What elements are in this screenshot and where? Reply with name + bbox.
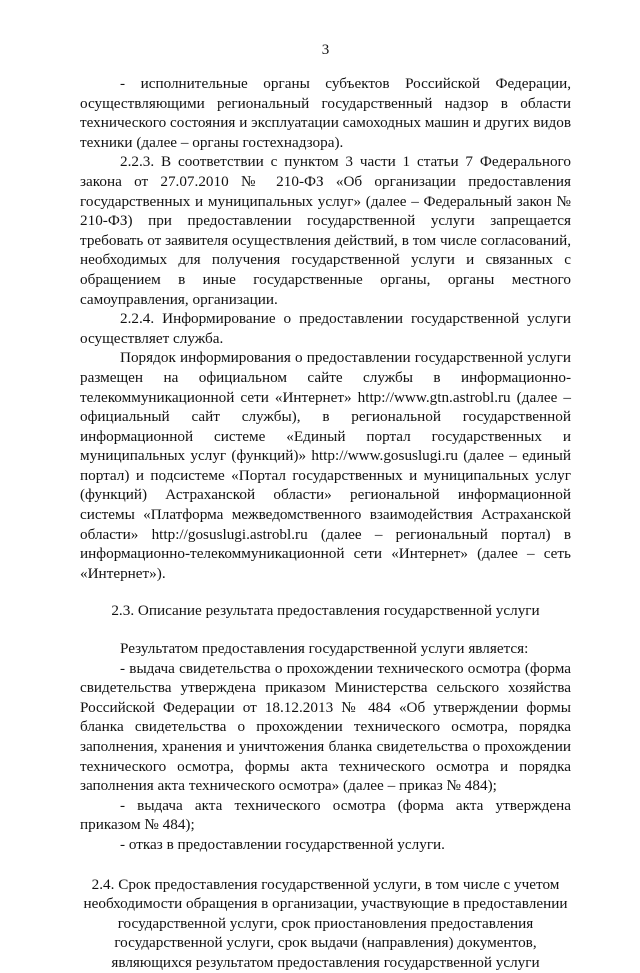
paragraph-supervision-bodies: - исполнительные органы субъектов Российской Федерации, осуществляющими региональный государственный надзор в области технического состояния и эксплуатации самоходных машин и других видов техники (далее – органы гостехнадзора). [80, 75, 571, 151]
paragraph-2-2-4: 2.2.4. Информирование о предоставлении государственной услуги осуществляет служба. [80, 310, 571, 347]
section-heading-2-3: 2.3. Описание результата предоставления государственной услуги [111, 602, 540, 620]
section-heading-2-4: 2.4. Срок предоставления государственной услуги, в том числе с учетом необходимости обращения в организации, участвующие в предоставлении государственной услуги, срок приостановления предоставления государственной услуги, срок выдачи (направления) документов, являющихся результатом предоставления государственной услуги [83, 875, 568, 971]
paragraph-result-act: - выдача акта технического осмотра (форма акта утверждена приказом № 484); [80, 796, 571, 834]
paragraph-2-2-3: 2.2.3. В соответствии с пунктом 3 части 1 статьи 7 Федерального закона от 27.07.2010 № 210-ФЗ «Об организации предоставления государственных и муниципальных услуг» (далее – Федеральный закон № 210-ФЗ) при предоставлении государственной услуги запрещается требовать от заявителя осуществления действий, в том числе согласований, необходимых для получения государственной услуги и связанных с обращением в иные государственные органы, органы местного самоуправления, организации. [80, 153, 571, 308]
paragraph-informing-order: Порядок информирования о предоставлении государственной услуги размещен на официальном сайте службы в информационно-телекоммуникационной сети «Интернет» http://www.gtn.astrobl.ru (далее – официальный сайт службы), в региональной государственной информационной системе «Единый портал государственных и муниципальных услуг (функций)» http://www.gosuslugi.ru (далее – единый портал) и подсистеме «Портал государственных и муниципальных услуг (функций) Астраханской области» региональной информационной системы «Платформа межведомственного взаимодействия Астраханской области» http://gosuslugi.astrobl.ru (далее – региональный портал) в информационно-телекоммуникационной сети «Интернет» (далее – сеть «Интернет»). [80, 349, 571, 582]
paragraph-result-certificate: - выдача свидетельства о прохождении технического осмотра (форма свидетельства утверждена приказом Министерства сельского хозяйства Российской Федерации от 18.12.2013 № 484 «Об утверждении формы бланка свидетельства о прохождении технического осмотра, порядка заполнения, хранения и уничтожения бланка свидетельства о прохождении технического осмотра, формы акта технического осмотра и порядка заполнения акта технического осмотра» (далее – приказ № 484); [80, 659, 571, 795]
paragraph-result-refusal: - отказ в предоставлении государственной услуги. [120, 835, 445, 853]
page-number: 3 [321, 42, 330, 58]
paragraph-result-intro: Результатом предоставления государственной услуги является: [120, 640, 529, 658]
